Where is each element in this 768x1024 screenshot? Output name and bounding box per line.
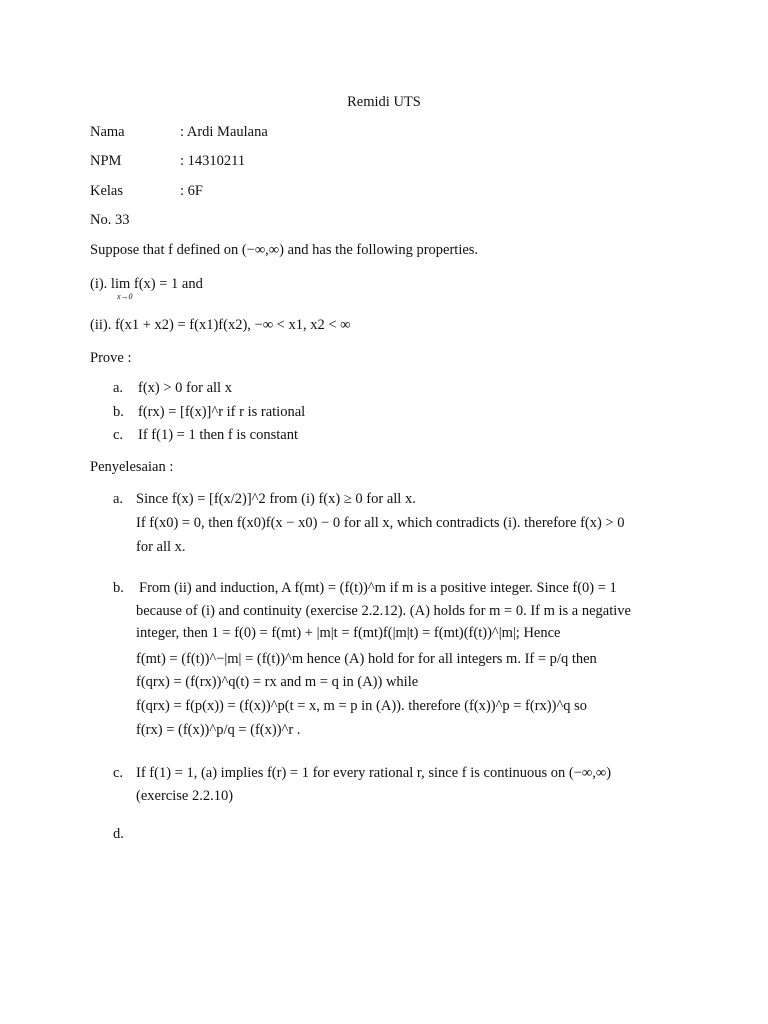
name-label: Nama [90,124,125,140]
solution-b-line: f(qrx) = (f(rx))^q(t) = rx and m = q in (A)) while [136,674,419,690]
npm-label: NPM [90,153,122,169]
solution-a-line: If f(x0) = 0, then f(x0)f(x − x0) − 0 for all x, which contradicts (i). therefore f(x) > 0 [136,515,625,531]
class-value: : 6F [180,183,203,199]
prove-item-b-text: f(rx) = [f(x)]^r if r is rational [138,404,306,420]
solution-a-line: for all x. [136,539,186,555]
solution-a-line: Since f(x) = [f(x/2)]^2 from (i) f(x) ≥ 0 for all x. [136,491,416,507]
solution-b-line: because of (i) and continuity (exercise 2.2.12). (A) holds for m = 0. If m is a negative [136,603,631,619]
property-i-text: (i). lim f(x) = 1 and [90,276,203,292]
solution-c-line: (exercise 2.2.10) [136,788,234,804]
prove-item-c-marker: c. [113,427,124,443]
prove-item-c-text: If f(1) = 1 then f is constant [138,427,298,443]
solution-b-line: integer, then 1 = f(0) = f(mt) + |m|t = f(mt)f(|m|t) = f(mt)(f(t))^|m|; Hence [136,625,561,641]
solution-d-marker: d. [113,826,124,842]
solution-b-line: From (ii) and induction, A f(mt) = (f(t))^m if m is a positive integer. Since f(0) = 1 [139,580,617,596]
solution-c-line: If f(1) = 1, (a) implies f(r) = 1 for every rational r, since f is continuous on (−∞,∞) [136,765,612,781]
solution-a-marker: a. [113,491,124,507]
problem-intro: Suppose that f defined on (−∞,∞) and has the following properties. [90,242,479,258]
prove-item-a-text: f(x) > 0 for all x [138,380,232,396]
npm-value: : 14310211 [180,153,246,169]
problem-number: No. 33 [90,212,130,228]
name-value: : Ardi Maulana [180,124,268,140]
property-i [90,275,203,301]
property-ii: (ii). f(x1 + x2) = f(x1)f(x2), −∞ < x1, x2 < ∞ [90,317,351,333]
document-title: Remidi UTS [347,94,421,110]
solution-b-line: f(mt) = (f(t))^−|m| = (f(t))^m hence (A) hold for for all integers m. If = p/q then [136,651,597,667]
solution-c-marker: c. [113,765,124,781]
property-i-limit-subscript: x→0 [117,292,133,301]
prove-item-b-marker: b. [113,404,124,420]
class-label: Kelas [90,183,124,199]
solution-label: Penyelesaian : [90,459,174,475]
solution-b-marker: b. [113,580,124,596]
solution-b-line: f(rx) = (f(x))^p/q = (f(x))^r . [136,722,301,738]
prove-item-a-marker: a. [113,380,124,396]
solution-b-line: f(qrx) = f(p(x)) = (f(x))^p(t = x, m = p in (A)). therefore (f(x))^p = f(rx))^q so [136,698,588,714]
prove-label: Prove : [90,350,132,366]
